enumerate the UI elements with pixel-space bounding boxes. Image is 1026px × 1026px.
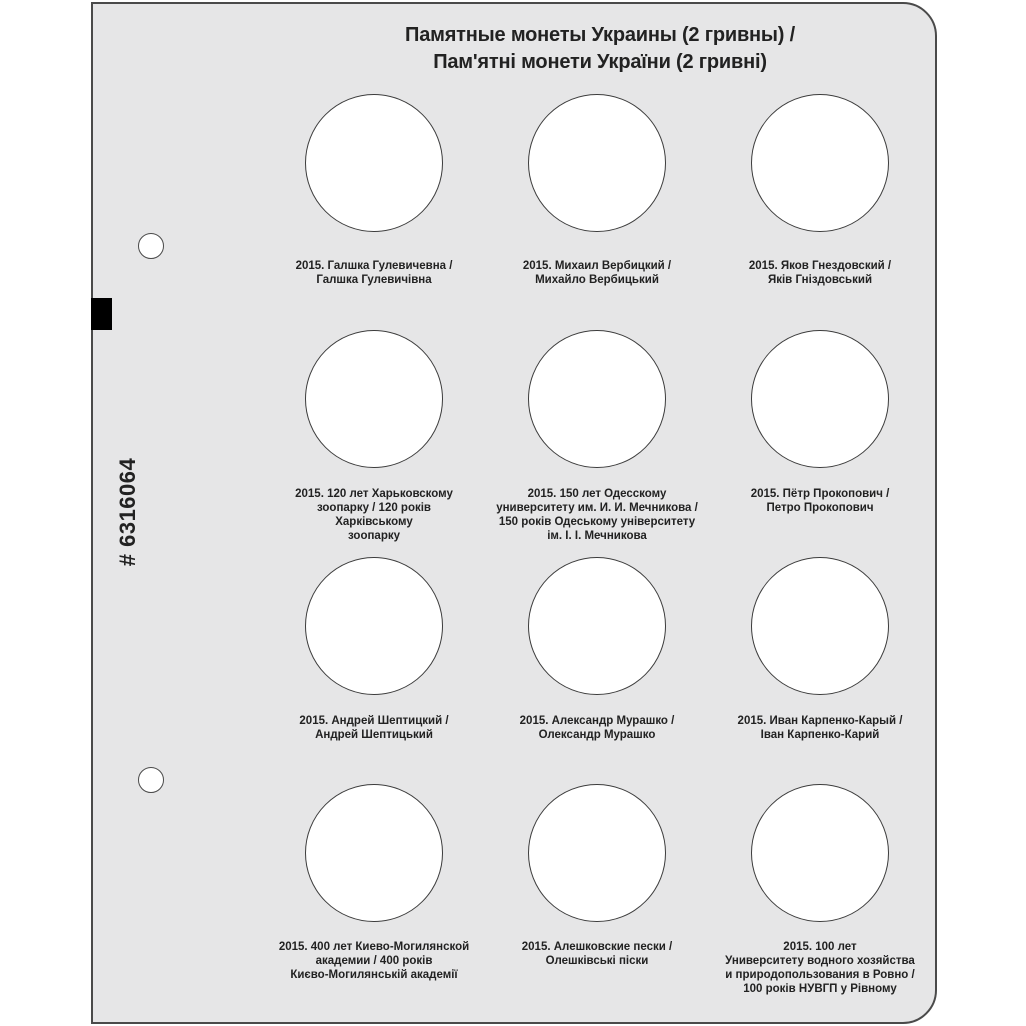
- binder-hole-bottom: [138, 767, 164, 793]
- coin-caption: [477, 259, 717, 287]
- coin-caption-line: 100 років НУВГП у Рівному: [743, 983, 897, 995]
- coin-caption-line: Олешківські піски: [545, 955, 649, 967]
- coin-caption-line: 2015. Андрей Шептицкий /: [299, 715, 449, 727]
- coin-caption-line: университету им. И. И. Мечникова /: [496, 502, 698, 514]
- binder-hole-top: [138, 233, 164, 259]
- coin-caption-line: 2015. 100 лет: [783, 941, 857, 953]
- coin-slot: [528, 784, 666, 922]
- coin-caption-line: Михайло Вербицький: [535, 274, 659, 286]
- coin-caption: [700, 259, 940, 287]
- coin-caption-line: Яків Гніздовський: [767, 274, 873, 286]
- coin-caption-line: и природопользования в Ровно /: [725, 969, 915, 981]
- coin-caption-line: академии / 400 років: [315, 955, 433, 967]
- coin-caption: [254, 487, 494, 543]
- coin-slot: [751, 94, 889, 232]
- coin-slot: [305, 784, 443, 922]
- page-title: [320, 22, 880, 76]
- coin-slot: [528, 557, 666, 695]
- coin-slot: [528, 94, 666, 232]
- coin-caption: [700, 487, 940, 515]
- coin-caption: [254, 714, 494, 742]
- coin-caption-line: 2015. Михаил Вербицкий /: [522, 260, 672, 272]
- coin-caption: [700, 714, 940, 742]
- coin-slot: [528, 330, 666, 468]
- coin-slot: [305, 330, 443, 468]
- coin-slot: [751, 330, 889, 468]
- coin-caption-line: 2015. Александр Мурашко /: [519, 715, 675, 727]
- coin-caption-line: 2015. 120 лет Харьковскому: [295, 488, 453, 500]
- coin-caption-line: Києво-Могилянській академії: [290, 969, 458, 981]
- coin-caption-line: 2015. 150 лет Одесскому: [527, 488, 667, 500]
- coin-caption-line: ім. І. І. Мечникова: [547, 530, 647, 542]
- coin-caption-line: 2015. Пётр Прокопович /: [750, 488, 890, 500]
- coin-caption: [700, 940, 940, 996]
- coin-caption-line: 2015. Алешковские пески /: [521, 941, 673, 953]
- coin-slot: [751, 784, 889, 922]
- title-line-1: Памятные монеты Украины (2 гривны) /: [405, 24, 795, 46]
- coin-slot: [751, 557, 889, 695]
- coin-caption-line: Олександр Мурашко: [538, 729, 656, 741]
- coin-caption-line: 2015. Иван Карпенко-Карый /: [737, 715, 903, 727]
- product-number: # 6316064: [115, 457, 140, 567]
- coin-caption-line: 150 років Одеському університету: [498, 516, 696, 528]
- coin-caption-line: 2015. 400 лет Киево-Могилянской: [278, 941, 470, 953]
- coin-caption-line: Харківському: [335, 516, 413, 528]
- coin-caption: [254, 940, 494, 982]
- coin-caption-line: Университету водного хозяйства: [725, 955, 915, 967]
- coin-caption-line: 2015. Яков Гнездовский /: [748, 260, 892, 272]
- coin-caption-line: Петро Прокопович: [766, 502, 874, 514]
- coin-caption-line: зоопарку / 120 років: [316, 502, 432, 514]
- coin-caption-line: Андрей Шептицький: [315, 729, 433, 741]
- coin-caption-line: зоопарку: [348, 530, 400, 542]
- index-tab-marker: [91, 298, 112, 330]
- coin-caption-line: Іван Карпенко-Карий: [760, 729, 880, 741]
- title-line-2: Пам'ятні монети України (2 гривні): [433, 51, 767, 73]
- coin-caption: [477, 714, 717, 742]
- coin-caption-line: Галшка Гулевичівна: [316, 274, 432, 286]
- coin-caption: [254, 259, 494, 287]
- coin-slot: [305, 557, 443, 695]
- coin-caption: [477, 487, 717, 543]
- coin-slot: [305, 94, 443, 232]
- coin-caption: [477, 940, 717, 968]
- coin-caption-line: 2015. Галшка Гулевичевна /: [295, 260, 453, 272]
